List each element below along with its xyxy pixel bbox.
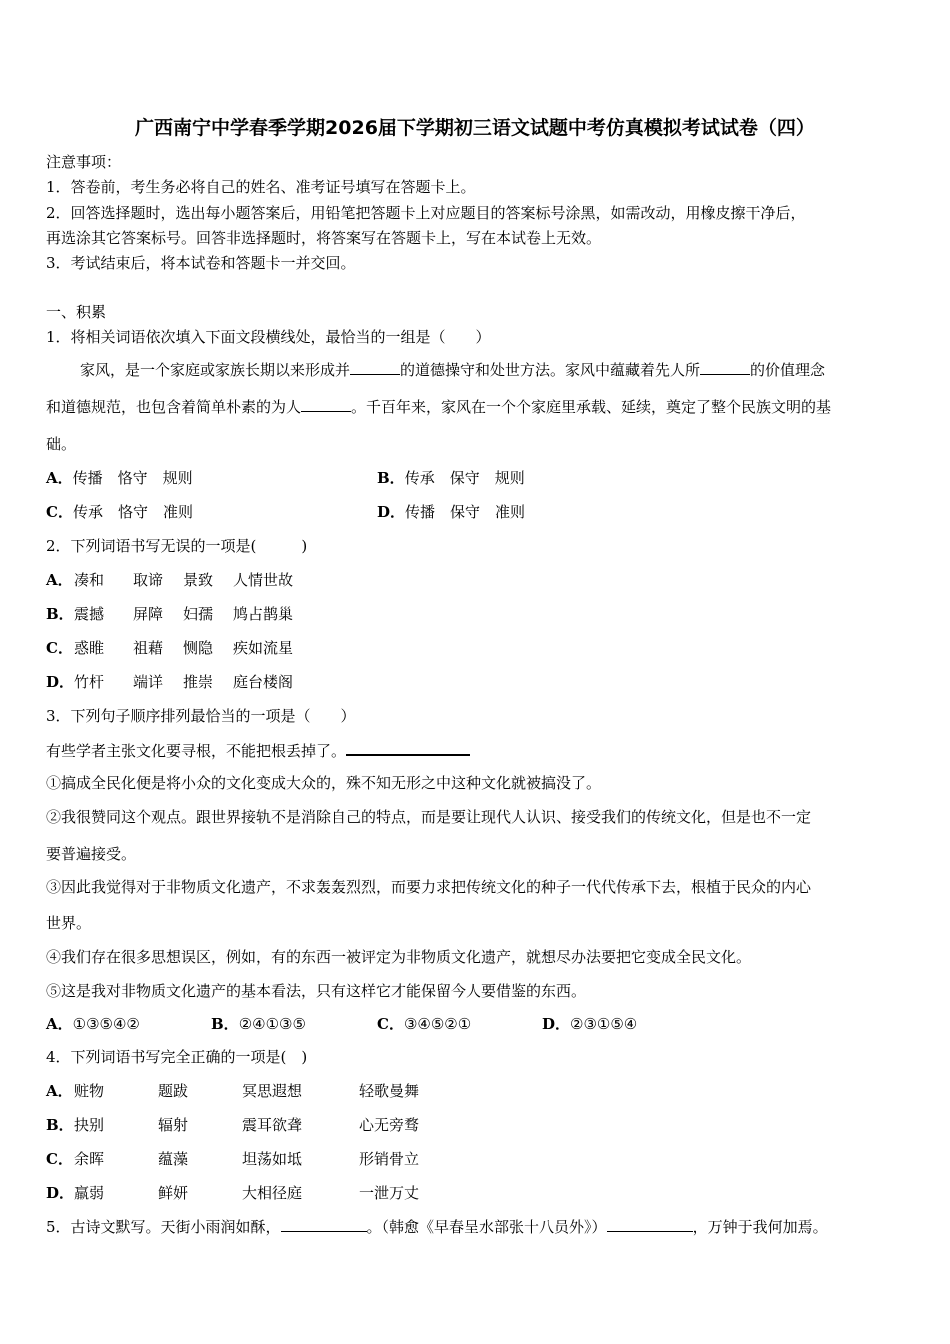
option-word: 景致 [183, 571, 214, 589]
option-letter: D． [46, 673, 75, 691]
option-word: 抉别 [74, 1116, 105, 1134]
option-word: 心无旁骛 [359, 1116, 420, 1134]
fill-blank [301, 397, 351, 412]
fill-blank [346, 740, 470, 756]
option-word: 羸弱 [74, 1184, 105, 1202]
option-word: 一泄万丈 [359, 1184, 420, 1202]
option-text: 传承 恪守 准则 [72, 503, 193, 521]
option-word: 轻歌曼舞 [359, 1082, 420, 1100]
q1-passage-line3: 础。 [46, 435, 77, 453]
q4-option-b[interactable] [46, 1115, 420, 1135]
option-word: 形销骨立 [359, 1150, 420, 1168]
option-word: 冥思遐想 [242, 1082, 303, 1100]
q4-option-a[interactable] [46, 1081, 420, 1101]
option-text: ①③⑤④② [72, 1015, 140, 1033]
q3-sentence-1: ①搞成全民化便是将小众的文化变成大众的，殊不知无形之中这种文化就被搞没了。 [46, 774, 602, 792]
option-letter: A． [46, 1082, 73, 1100]
section-heading: 一、积累 [46, 303, 107, 321]
q1-stem: 1．将相关词语依次填入下面文段横线处，最恰当的一组是（ ） [46, 328, 491, 346]
notice-item-2-cont: 再选涂其它答案标号。回答非选择题时，将答案写在答题卡上，写在本试卷上无效。 [46, 229, 602, 247]
q1-option-d[interactable] [377, 502, 525, 522]
option-word: 大相径庭 [242, 1184, 303, 1202]
option-word: 祖藉 [133, 639, 164, 657]
fill-blank [281, 1217, 367, 1232]
q3-option-c[interactable] [377, 1014, 471, 1034]
q4-option-c[interactable] [46, 1149, 420, 1169]
q5-line [46, 1217, 828, 1237]
option-letter: C． [46, 639, 73, 657]
q3-sentence-2: ②我很赞同这个观点。跟世界接轨不是消除自己的特点，而是要让现代人认识、接受我们的传统文化，但是也不一定 [46, 808, 812, 826]
q2-option-b[interactable] [46, 604, 294, 624]
q4-option-d[interactable] [46, 1183, 420, 1203]
q2-stem: 2．下列词语书写无误的一项是( ) [46, 537, 308, 555]
q3-stem: 3．下列句子顺序排列最恰当的一项是（ ） [46, 707, 356, 725]
option-letter: D． [542, 1015, 571, 1033]
q3-sentence-4: ④我们存在很多思想误区，例如，有的东西一被评定为非物质文化遗产，就想尽办法要把它变成全民文化。 [46, 948, 752, 966]
q1-passage-text: 。千百年来，家风在一个个家庭里承载、延续，奠定了整个民族文明的基 [351, 398, 832, 416]
q1-option-b[interactable] [377, 468, 525, 488]
option-word: 余晖 [74, 1150, 105, 1168]
q3-option-d[interactable] [542, 1014, 637, 1034]
option-word: 震撼 [74, 605, 105, 623]
option-word: 端详 [133, 673, 164, 691]
option-text: ③④⑤②① [403, 1015, 472, 1033]
q5-text: ，万钟于我何加焉。 [692, 1218, 828, 1236]
fill-blank [700, 360, 750, 375]
q1-passage-text: 和道德规范，也包含着简单朴素的为人 [46, 398, 302, 416]
option-word: 震耳欲聋 [242, 1116, 303, 1134]
q3-sentence-5: ⑤这是我对非物质文化遗产的基本看法，只有这样它才能保留今人要借鉴的东西。 [46, 982, 587, 1000]
option-text: 传承 保守 规则 [404, 469, 525, 487]
q3-option-b[interactable] [211, 1014, 306, 1034]
option-word: 凑和 [74, 571, 105, 589]
q3-sentence-3: ③因此我觉得对于非物质文化遗产，不求轰轰烈烈，而要力求把传统文化的种子一代代传承下去，根植于民众的内心 [46, 878, 812, 896]
option-word: 恻隐 [183, 639, 214, 657]
option-letter: C． [46, 503, 73, 521]
option-letter: D． [377, 503, 406, 521]
q1-passage-text: 的价值理念 [750, 361, 826, 379]
q5-text: 。（韩愈《早春呈水部张十八员外》） [366, 1218, 607, 1236]
notice-heading: 注意事项： [46, 153, 122, 171]
option-word: 取谛 [133, 571, 164, 589]
option-word: 辐射 [158, 1116, 189, 1134]
option-text: 传播 保守 准则 [405, 503, 526, 521]
q3-lead [46, 740, 470, 761]
exam-title: 广西南宁中学春季学期2026届下学期初三语文试题中考仿真模拟考试试卷（四） [135, 117, 815, 139]
q2-option-c[interactable] [46, 638, 294, 658]
option-letter: C． [46, 1150, 73, 1168]
q5-text: 5．古诗文默写。天街小雨润如酥， [46, 1218, 281, 1236]
option-letter: B． [46, 1116, 74, 1134]
notice-item-3: 3．考试结束后，将本试卷和答题卡一并交回。 [46, 254, 356, 272]
notice-item-1: 1．答卷前，考生务必将自己的姓名、准考证号填写在答题卡上。 [46, 178, 476, 196]
option-word: 蕴藻 [158, 1150, 189, 1168]
option-word: 庭台楼阁 [233, 673, 294, 691]
option-letter: C． [377, 1015, 404, 1033]
option-word: 竹杆 [74, 673, 105, 691]
q1-option-c[interactable] [46, 502, 193, 522]
q3-sentence-2-cont: 要普遍接受。 [46, 845, 137, 863]
option-letter: B． [46, 605, 74, 623]
option-text: ②③①⑤④ [570, 1015, 638, 1033]
option-text: 传播 恪守 规则 [72, 469, 193, 487]
q3-lead-text: 有些学者主张文化要寻根，不能把根丢掉了。 [46, 742, 347, 760]
q1-passage-line2 [46, 397, 831, 417]
option-letter: B． [211, 1015, 239, 1033]
option-letter: B． [377, 469, 405, 487]
option-letter: A． [46, 571, 73, 589]
option-word: 题跋 [158, 1082, 189, 1100]
q4-stem: 4．下列词语书写完全正确的一项是( ) [46, 1048, 308, 1066]
q1-passage-line1 [80, 360, 825, 380]
q1-passage-text: 家风，是一个家庭或家族长期以来形成并 [80, 361, 351, 379]
q3-option-a[interactable] [46, 1014, 140, 1034]
q2-option-a[interactable] [46, 570, 294, 590]
q3-sentence-3-cont: 世界。 [46, 914, 92, 932]
option-word: 赃物 [74, 1082, 105, 1100]
option-word: 疾如流星 [233, 639, 294, 657]
q1-passage-text: 的道德操守和处世方法。家风中蕴藏着先人所 [400, 361, 701, 379]
option-letter: D． [46, 1184, 75, 1202]
option-word: 人情世故 [233, 571, 294, 589]
option-word: 推崇 [183, 673, 214, 691]
option-word: 坦荡如坻 [242, 1150, 303, 1168]
option-word: 鲜妍 [158, 1184, 189, 1202]
option-text: ②④①③⑤ [238, 1015, 306, 1033]
fill-blank [607, 1217, 693, 1232]
fill-blank [350, 360, 400, 375]
option-letter: A． [46, 469, 73, 487]
option-word: 妇孺 [183, 605, 214, 623]
option-letter: A． [46, 1015, 73, 1033]
option-word: 屏障 [133, 605, 164, 623]
option-word: 惑睢 [74, 639, 105, 657]
option-word: 鸠占鹊巢 [233, 605, 294, 623]
q1-option-a[interactable] [46, 468, 193, 488]
q2-option-d[interactable] [46, 672, 294, 692]
notice-item-2: 2．回答选择题时，选出每小题答案后，用铅笔把答题卡上对应题目的答案标号涂黑，如需改动，用橡皮擦干净后， [46, 204, 806, 222]
